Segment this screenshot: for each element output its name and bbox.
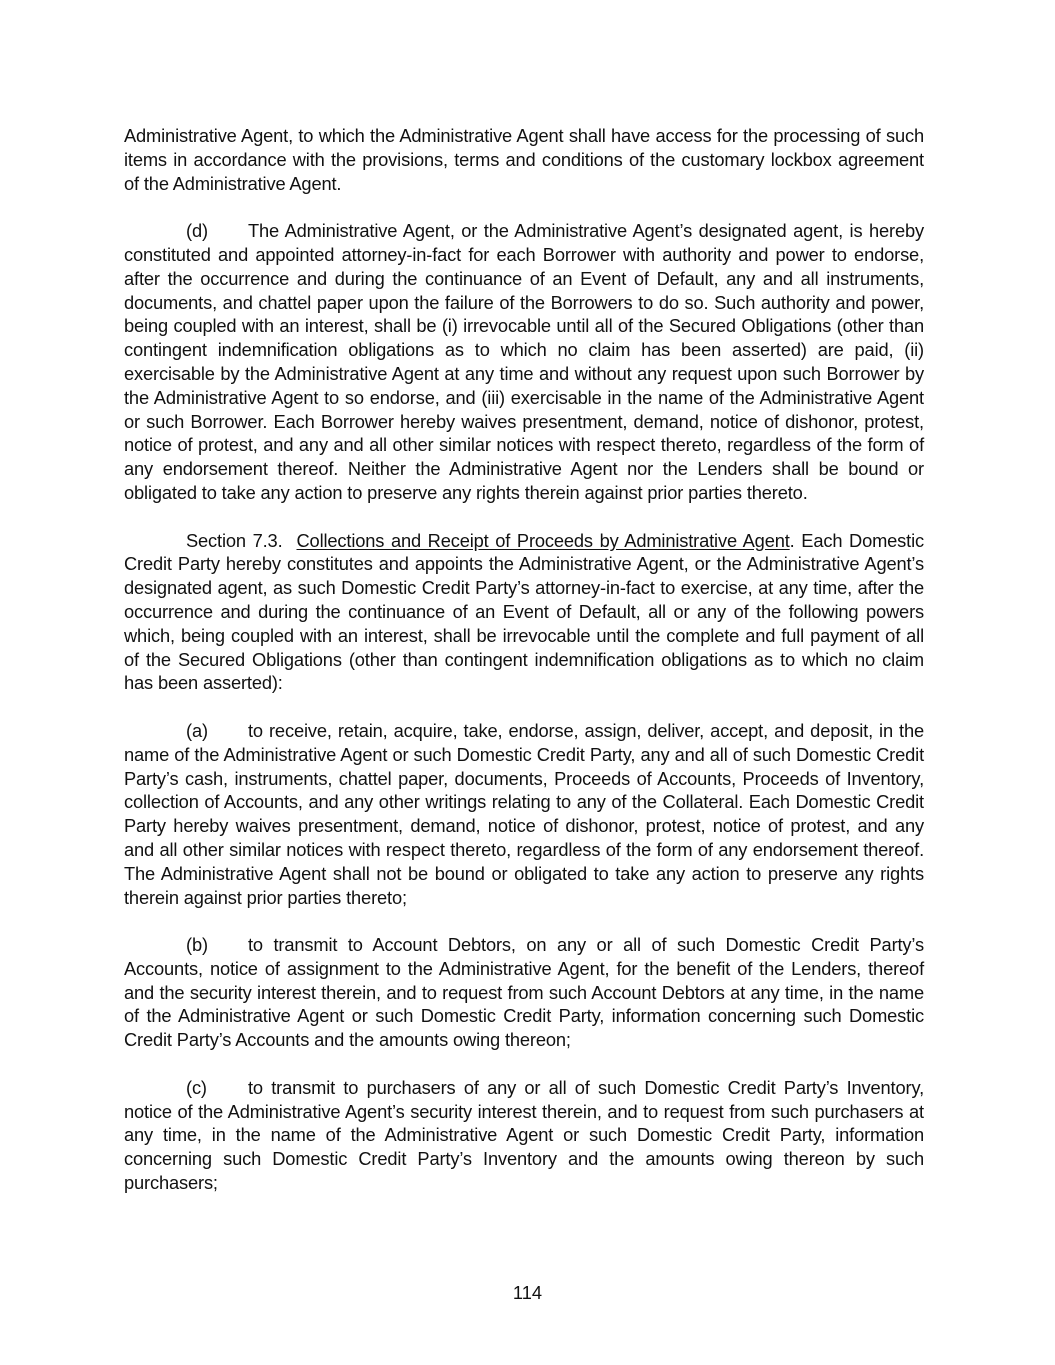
clause-text: to receive, retain, acquire, take, endorse, assign, deliver, accept, and deposit, in the name of the Administrative Agent or such Domestic Credit Party, any and all of such Domestic Credit Party’s cash, instruments, chattel paper, documents, Proceeds of Accounts, Proceeds of Inventory, collection of Accounts, and any other writings relating to any of the Collateral. Each Domestic Credit Party hereby waives presentment, demand, notice of dishonor, protest, notice of protest, and any and all other similar notices with respect thereto, regardless of the form of any endorsement thereof. The Administrative Agent shall not be bound or obligated to take any action to preserve any rights therein against prior parties thereto; <box>124 719 924 908</box>
clause-text: to transmit to Account Debtors, on any or all of such Domestic Credit Party’s Accounts, notice of assignment to the Administrative Agent, for the benefit of the Lenders, thereof and the security interest therein, and to request from such Account Debtors at any time, in the name of the Administrative Agent or such Domestic Credit Party, information concerning such Domestic Credit Party’s Accounts and the amounts owing thereon; <box>124 934 924 1051</box>
section-7-3 <box>124 529 924 696</box>
clause-label: (b) <box>186 934 208 956</box>
clause-label: (a) <box>186 719 208 741</box>
clause-text: to transmit to purchasers of any or all of such Domestic Credit Party’s Inventory, notice of the Administrative Agent’s security interest therein, and to request from such purchasers at any time, in the name of the Administrative Agent or such Domestic Credit Party, information concerning such Domestic Credit Party’s Inventory and the amounts owing thereon by such purchasers; <box>124 1076 924 1194</box>
clause-label: (c) <box>186 1076 207 1098</box>
paragraph-continuation <box>124 124 924 195</box>
paragraph-text: Administrative Agent, to which the Administrative Agent shall have access for the processing of such items in accordance with the provisions, terms and conditions of the customary lockbox agreement of the Administrative Agent. <box>124 125 924 194</box>
section-text: . Each Domestic Credit Party hereby constitutes and appoints the Administrative Agent, or the Administrative Agent’s designated agent, as such Domestic Credit Party’s attorney-in-fact to exercise, at any time, after the occurrence and during the continuance of an Event of Default, all or any of the following powers which, being coupled with an interest, shall be irrevocable until the complete and full payment of all of the Secured Obligations (other than contingent indemnification obligations as to which no claim has been asserted): <box>124 529 925 694</box>
document-page <box>124 124 924 1219</box>
clause-a <box>124 719 924 909</box>
clause-label: (d) <box>186 220 208 242</box>
clause-d <box>124 219 924 505</box>
clause-c <box>124 1076 924 1195</box>
clause-b <box>124 933 924 1052</box>
section-number: Section 7.3. <box>186 529 283 551</box>
page-number: 114 <box>512 1282 543 1303</box>
section-title: Collections and Receipt of Proceeds by Administrative Agent <box>296 529 790 551</box>
clause-text: The Administrative Agent, or the Administrative Agent’s designated agent, is hereby constituted and appointed attorney-in-fact for each Borrower with authority and power to endorse, after the occurrence and during the continuance of an Event of Default, any and all instruments, documents, and chattel paper upon the failure of the Borrowers to do so. Such authority and power, being coupled with an interest, shall be (i) irrevocable until all of the Secured Obligations (other than contingent indemnification obligations as to which no claim has been asserted) are paid, (ii) exercisable by the Administrative Agent at any time and without any request upon such Borrower by the Administrative Agent to so endorse, and (iii) exercisable in the name of the Administrative Agent or such Borrower. Each Borrower hereby waives presentment, demand, notice of dishonor, protest, notice of protest, and any and all other similar notices with respect thereto, regardless of the form of any endorsement thereof. Neither the Administrative Agent nor the Lenders shall be bound or obligated to take any action to preserve any rights therein against prior parties thereto. <box>124 220 924 503</box>
